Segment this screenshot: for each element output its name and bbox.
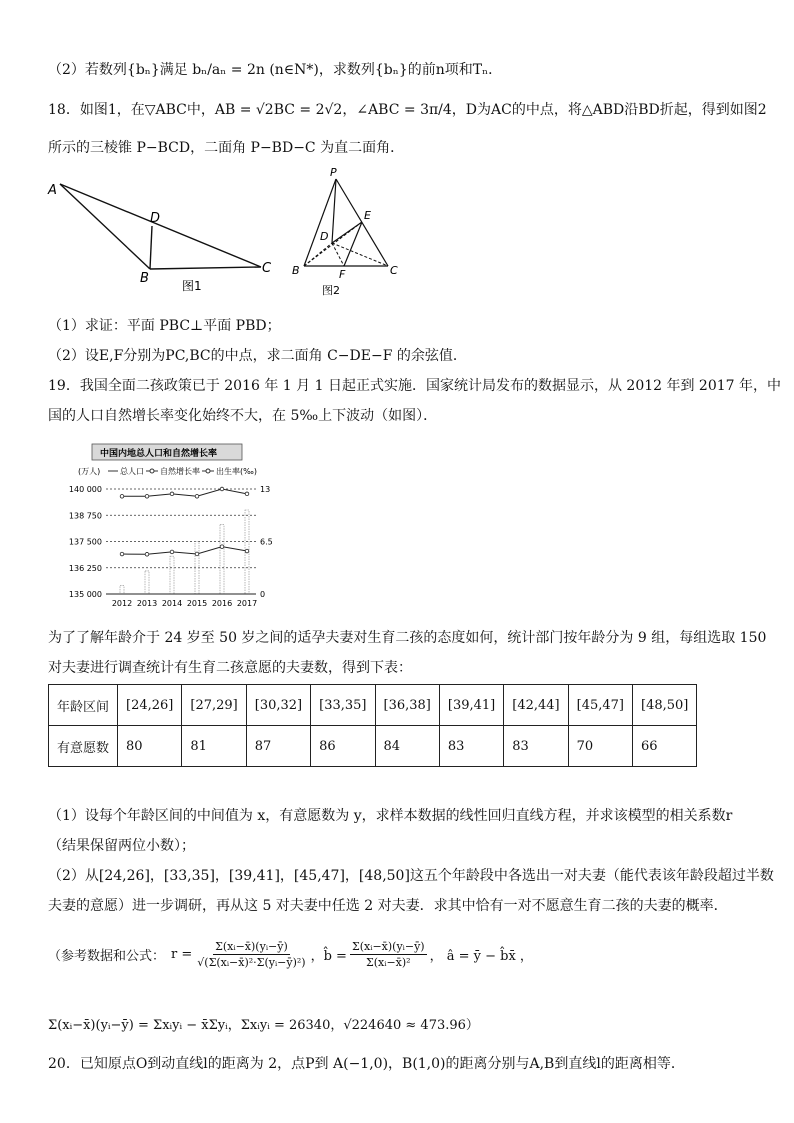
- count-cell: 66: [633, 726, 697, 767]
- label-c: C: [262, 261, 272, 276]
- x-tick-label: 2015: [186, 599, 208, 608]
- point-birth-rate: [145, 494, 149, 498]
- q18-part1: （1）求证：平面 PBC⊥平面 PBD；: [48, 318, 281, 334]
- point-growth-rate: [120, 552, 124, 556]
- count-cell: 83: [504, 726, 568, 767]
- left-tick-label: 135 000: [68, 590, 102, 599]
- legend-birth: 出生率(‰): [216, 467, 257, 476]
- q19-survey-line2: 对夫妻进行调查统计有生育二孩意愿的夫妻数，得到下表：: [48, 660, 412, 676]
- label-a: A: [48, 183, 57, 198]
- count-cell: 70: [568, 726, 632, 767]
- chart-lines: [120, 487, 249, 556]
- chart-bars: [120, 510, 249, 594]
- x-tick-label: 2012: [111, 599, 133, 608]
- count-cell: 80: [118, 726, 182, 767]
- label-d: D: [320, 230, 329, 243]
- right-tick-label: 6.5: [260, 537, 273, 547]
- interval-cell: [33,35]: [311, 685, 375, 726]
- row-header-interval: 年龄区间: [49, 685, 118, 726]
- fig2-caption: 图2: [322, 284, 340, 297]
- interval-cell: [27,29]: [182, 685, 246, 726]
- count-cell: 86: [311, 726, 375, 767]
- edge-ab: [60, 184, 150, 269]
- edge-df-hidden: [332, 243, 344, 266]
- r-label: r =: [171, 947, 193, 962]
- x-tick-label: 2017: [236, 599, 258, 608]
- q20-stem: 20．已知原点O到动直线l的距离为 2，点P到 A(−1,0)，B(1,0)的距离分别与A,B到直线l的距离相等．: [48, 1056, 685, 1072]
- chart-x-axis: [112, 599, 257, 608]
- right-tick-label: 0: [260, 590, 266, 599]
- count-cell: 87: [246, 726, 310, 767]
- reference-formulas: [48, 940, 533, 969]
- edge-bd: [150, 226, 152, 269]
- b-fraction: [350, 940, 427, 969]
- survey-table: [48, 684, 697, 767]
- q19-part2-line2: 夫妻的意愿）进一步调研，再从这 5 对夫妻中任选 2 对夫妻．求其中恰有一对不愿意生育二孩的夫妻的概率．: [48, 898, 728, 914]
- q19-part2-line1: （2）从[24,26]，[33,35]，[39,41]，[45,47]，[48,50]这五个年龄段中各选出一对夫妻（能代表该年龄段超过半数: [48, 868, 774, 884]
- b-denominator: Σ(xᵢ−x̄)²: [365, 956, 411, 969]
- q19-part1-line2: （结果保留两位小数）；: [48, 838, 195, 854]
- point-birth-rate: [245, 492, 249, 496]
- q19-survey-line1: 为了了解年龄介于 24 岁至 50 岁之间的适孕夫妻对生育二孩的态度如何，统计部门按年龄分为 9 组，每组选取 150: [48, 630, 767, 646]
- bar-population: [145, 571, 149, 594]
- bar-population: [170, 556, 174, 594]
- label-p: P: [330, 166, 337, 179]
- bar-population: [220, 525, 224, 594]
- point-growth-rate: [245, 549, 249, 553]
- b-numerator: Σ(xᵢ−x̄)(yᵢ−ȳ): [351, 940, 425, 953]
- interval-cell: [48,50]: [633, 685, 697, 726]
- formula-intro: （参考数据和公式：: [48, 949, 166, 964]
- point-birth-rate: [120, 494, 124, 498]
- r-fraction: [195, 940, 307, 969]
- right-tick-label: 13: [260, 485, 271, 494]
- fig1-caption: 图1: [182, 279, 202, 293]
- population-chart: [40, 440, 300, 612]
- legend-marker-growth: [150, 469, 154, 473]
- interval-cell: [30,32]: [246, 685, 310, 726]
- point-growth-rate: [220, 545, 224, 549]
- interval-cell: [39,41]: [439, 685, 503, 726]
- count-cell: 84: [375, 726, 439, 767]
- chart-right-axis: [260, 485, 273, 599]
- point-growth-rate: [170, 550, 174, 554]
- left-tick-label: 137 500: [68, 537, 102, 547]
- x-tick-label: 2014: [161, 599, 183, 608]
- q17-part2: （2）若数列{bₙ}满足 bₙ/aₙ = 2n (n∈N*)，求数列{bₙ}的前n项和Tₙ．: [48, 62, 503, 78]
- left-tick-label: 140 000: [68, 485, 102, 494]
- line-birth-rate: [122, 489, 247, 496]
- label-e: E: [364, 209, 371, 222]
- r-denominator: √(Σ(xᵢ−x̄)²·Σ(yᵢ−ȳ)²): [197, 956, 306, 969]
- label-f: F: [339, 268, 346, 281]
- q19-part1-line1: （1）设每个年龄区间的中间值为 x，有意愿数为 y，求样本数据的线性回归直线方程，并求该模型的相关系数r: [48, 808, 733, 824]
- line-growth-rate: [122, 547, 247, 555]
- left-tick-label: 138 750: [68, 511, 102, 521]
- label-d: D: [150, 211, 161, 226]
- q18-stem-line2: 所示的三棱锥 P−BCD，二面角 P−BD−C 为直二面角．: [48, 140, 405, 156]
- legend-marker-birth: [206, 469, 210, 473]
- edge-dc-hidden: [332, 243, 388, 266]
- edge-ac: [60, 184, 261, 267]
- reference-data: Σ(xᵢ−x̄)(yᵢ−ȳ) = Σxᵢyᵢ − x̄Σyᵢ，Σxᵢyᵢ = 26340，√224640 ≈ 473.96）: [48, 1018, 479, 1033]
- point-birth-rate: [170, 492, 174, 496]
- point-birth-rate: [195, 494, 199, 498]
- label-b: B: [292, 264, 300, 277]
- legend-population: 总人口: [120, 467, 144, 476]
- label-b: B: [140, 271, 149, 286]
- figure-2: [286, 166, 406, 300]
- legend-growth: 自然增长率: [160, 467, 200, 476]
- point-growth-rate: [195, 552, 199, 556]
- bar-population: [120, 586, 124, 594]
- point-birth-rate: [220, 487, 224, 491]
- interval-cell: [45,47]: [568, 685, 632, 726]
- count-cell: 83: [439, 726, 503, 767]
- chart-unit-label: (万人): [78, 467, 101, 476]
- edge-bc: [150, 267, 261, 269]
- interval-cell: [24,26]: [118, 685, 182, 726]
- interval-cell: [36,38]: [375, 685, 439, 726]
- x-tick-label: 2016: [211, 599, 233, 608]
- table-row-intervals: [49, 685, 697, 726]
- row-header-count: 有意愿数: [49, 726, 118, 767]
- label-c: C: [390, 264, 398, 277]
- q18-stem-line1: 18．如图1，在▽ABC中，AB = √2BC = 2√2，∠ABC = 3π/4，D为AC的中点，将△ABD沿BD折起，得到如图2: [48, 102, 767, 118]
- x-tick-label: 2013: [136, 599, 158, 608]
- count-cell: 81: [182, 726, 246, 767]
- chart-title: 中国内地总人口和自然增长率: [100, 449, 218, 459]
- a-formula: ， â = ȳ − b̂x̄ ，: [429, 949, 533, 964]
- q19-stem-line1: 19．我国全面二孩政策已于 2016 年 1 月 1 日起正式实施．国家统计局发布的数据显示，从 2012 年到 2017 年，中: [48, 378, 782, 394]
- q18-part2: （2）设E,F分别为PC,BC的中点，求二面角 C−DE−F 的余弦值．: [48, 348, 467, 364]
- b-label: ，b̂ =: [310, 949, 347, 964]
- chart-gridlines: [106, 489, 256, 568]
- q19-stem-line2: 国的人口自然增长率变化始终不大，在 5‰上下波动（如图）．: [48, 408, 438, 424]
- interval-cell: [42,44]: [504, 685, 568, 726]
- left-tick-label: 136 250: [68, 563, 102, 573]
- point-growth-rate: [145, 552, 149, 556]
- chart-left-axis: [69, 485, 102, 599]
- table-row-counts: [49, 726, 697, 767]
- r-numerator: Σ(xᵢ−x̄)(yᵢ−ȳ): [215, 940, 288, 953]
- figure-1: [44, 168, 284, 298]
